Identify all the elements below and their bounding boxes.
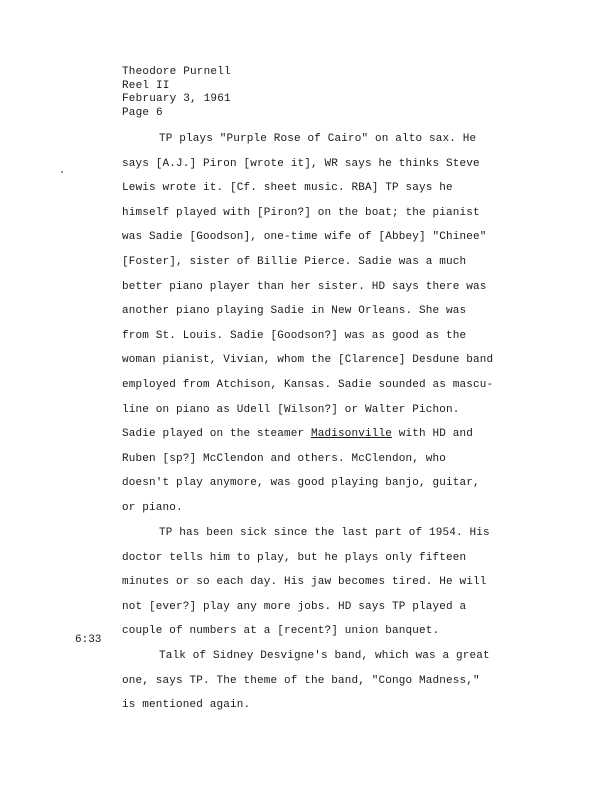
text-line: one, says TP. The theme of the band, "Congo Madness," bbox=[122, 674, 480, 687]
text-line: better piano player than her sister. HD says there was bbox=[122, 280, 487, 293]
text-line: woman pianist, Vivian, whom the [Clarence] Desdune band bbox=[122, 354, 494, 367]
paragraph bbox=[122, 521, 562, 644]
text-line: line on piano as Udell [Wilson?] or Walter Pichon. bbox=[122, 403, 460, 416]
text-segment: with HD and bbox=[392, 428, 474, 441]
text-line: is mentioned again. bbox=[122, 699, 251, 712]
text-line: Ruben [sp?] McClendon and others. McClendon, who bbox=[122, 452, 447, 465]
text-line: [Foster], sister of Billie Pierce. Sadie was a much bbox=[122, 255, 467, 268]
header-name: Theodore Purnell bbox=[122, 66, 231, 78]
text-line: not [ever?] play any more jobs. HD says TP played a bbox=[122, 600, 467, 613]
text-line: from St. Louis. Sadie [Goodson?] was as good as the bbox=[122, 329, 467, 342]
text-line: or piano. bbox=[122, 501, 183, 514]
text-line: doctor tells him to play, but he plays only fifteen bbox=[122, 551, 467, 564]
header-page: Page 6 bbox=[122, 106, 163, 119]
text-line: another piano playing Sadie in New Orleans. She was bbox=[122, 305, 467, 318]
text-line: says [A.J.] Piron [wrote it], WR says he thinks Steve bbox=[122, 157, 480, 170]
paragraph bbox=[122, 644, 562, 718]
text-line: TP has been sick since the last part of 1954. His bbox=[159, 527, 490, 539]
text-line: employed from Atchison, Kansas. Sadie sounded as mascu- bbox=[122, 378, 494, 391]
text-line: doesn't play anymore, was good playing banjo, guitar, bbox=[122, 477, 480, 490]
header-date: February 3, 1961 bbox=[122, 93, 231, 105]
text-segment: Sadie played on the steamer bbox=[122, 428, 312, 441]
text-line: himself played with [Piron?] on the boat; the pianist bbox=[122, 206, 480, 219]
steamer-name: Madisonville bbox=[311, 428, 393, 441]
text-line: was Sadie [Goodson], one-time wife of [Abbey] "Chinee" bbox=[122, 231, 487, 244]
header-reel: Reel II bbox=[122, 79, 170, 92]
text-line: Talk of Sidney Desvigne's band, which was a great bbox=[159, 649, 490, 662]
scan-speck bbox=[61, 171, 63, 173]
page-header bbox=[122, 66, 231, 120]
timestamp-margin-note: 6:33 bbox=[75, 634, 102, 646]
paragraph bbox=[122, 127, 562, 521]
text-line: couple of numbers at a [recent?] union banquet. bbox=[122, 625, 440, 638]
text-line: Lewis wrote it. [Cf. sheet music. RBA] TP says he bbox=[122, 182, 453, 195]
text-line: minutes or so each day. His jaw becomes tired. He will bbox=[122, 576, 487, 589]
text-line: TP plays "Purple Rose of Cairo" on alto sax. He bbox=[159, 133, 477, 145]
text-line bbox=[122, 422, 562, 447]
transcript-body bbox=[122, 127, 562, 718]
